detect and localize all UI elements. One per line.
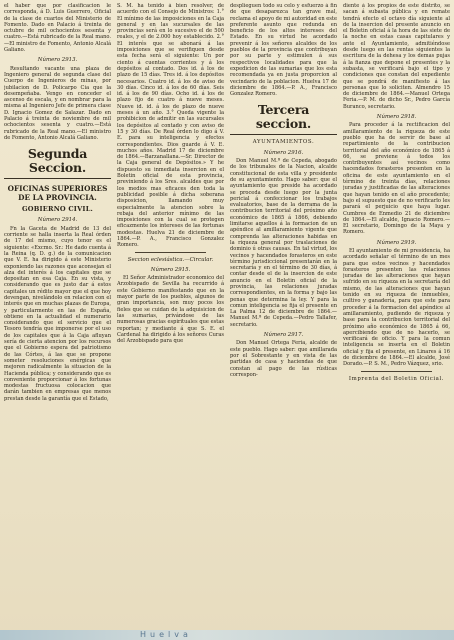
item-number: Número 2919. bbox=[376, 239, 417, 246]
item-number: Número 2917. bbox=[263, 332, 304, 339]
item-number: Número 2918. bbox=[376, 114, 417, 121]
column-4 bbox=[343, 3, 450, 640]
section-heading: Segunda Seccion. bbox=[4, 147, 111, 179]
column-3 bbox=[230, 3, 337, 640]
item-number: Número 2916. bbox=[263, 149, 304, 156]
section-subheading: AYUNTAMIENTOS. bbox=[252, 139, 315, 146]
stamp-text: Huelva bbox=[140, 630, 192, 639]
paragraph: Don Manuel Ortega Feria, alcalde de este pueblo. Hago saber: que amillarada por el Sobrestante y en vista de las partidas de casa y haciendas de que constan al pago de las rústicas correspon- bbox=[230, 340, 337, 378]
divider bbox=[361, 371, 432, 372]
divider bbox=[135, 252, 206, 253]
paragraph: Resultando vacante una plaza de Ingeniero general de segunda clase del Cuerpo de Ingenieros de minas, por jubilacion de D. Policarpo Cia que la desempeñaba. Vengo en conceder el ascenso de escala, y en nombrar para la misma al Ingeniero Jefe de primera clase D. Ignacio Gomez de Salazar. Dado en Palacio á treinta de noviembre de mil ochocientos sesenta y cuatro.—Está rubricado de la Real mano.—El ministro de Fomento, Antonio Alcalá Galiano. bbox=[4, 65, 111, 141]
paragraph: Para proceder á la rectificacion del amillaramiento de la riqueza de este pueblo que ha de servir de base al repartimiento de la contribucion territorial del año económico de 1865 á 66, se previene á todos los contribuyentes así vecinos como hacendados forasteros presenten en la oficina de este ayuntamiento en el término de treinta días, relaciones juradas y justificadas de las alteraciones que hayan tenido en el año procedente; bajo el supuesto que de no verificarlo les parará el perjuicio que haya lugar. Cumbres de Enmedio 21 de diciembre de 1864.—El alcalde, Ignacio Romero.—El secretario, Domingo de la Maya y Romero. bbox=[343, 122, 450, 236]
caption: Seccion eclesiástica.—Circular. bbox=[127, 256, 214, 263]
printer-footer: Imprenta del Boletin Oficial. bbox=[348, 375, 445, 382]
section-subheading: OFICINAS SUPERIORES DE LA PROVINCIA. bbox=[7, 184, 108, 202]
paragraph: S. M. ha tenido á bien resolver, de acuerdo con el Consejo de Ministros: 1.° El mínimo de las imposiciones en la Caja general y en las sucursales de las provincias será en lo sucesivo el de 500 reales, y el de 2.000 hoy establecido. 2.° El interés que se abonará á las imposiciones que se verifiquen desde esta fecha será el siguiente: Un por ciento á cuentas corrientes y á los depósitos al contado. Dos id. á los de plazo de 15 días. Tres id. á los depósitos necesarios. Cuatro id. á los de aviso de 30 días. Cinco id. á los de 60 días. Seis id. á los de 90 días. Ocho id. á los de plazo fijo de cuatro á nueve meses. Nueve id. id. á los de plazo de nueve meses á un año. 3.° Queda vigente la prohibicion de admitir en las sucursales los depósitos al contado y con aviso de 15 y 30 días. De Real órden lo digo á V. E. para su inteligencia y efectos correspondientes. Dios guarde á V. E. muchos años. Madrid 17 de diciembre de 1864.—Barzanallana.—Sr. Director de la Caja general de Depósitos.» Y he dispuesto su inmediata insercion en el Boletin oficial de esta provincia, previniendo á los Sres. alcaldes que por los medios mas eficaces den toda la publicidad posible á dicha soberana disposicion, llamando muy especialmente la atencion sobre la rebaja del anterior mínimo de las imposiciones con la cual se protegen eficazmente los intereses de las fortunas modestas. Huelva 21 de diciembre de 1864.—P. A., Francisco Gonzalez Romero. bbox=[117, 3, 224, 249]
paragraph: el haber que por clasificacion le corresponda, á D. Luis Guerrero, Oficial de la clase de cuartos del Ministerio de Fomento. Dado en Palacio á treinta de octubre de mil ochocientos sesenta y cuatro.—Está rubricado de la Real mano.—El ministro de Fomento, Antonio Alcalá Galiano. bbox=[4, 3, 111, 54]
item-number: Número 2913. bbox=[37, 57, 78, 64]
column-2 bbox=[117, 3, 224, 640]
paragraph: diente á los propios de este distrito, se sacan á subasta pública y en remate tendrá efecto el octavo día siguiente al de la insercion del presente anuncio en el Boletin oficial á la hora de las siete de la noche en estas casas capitulares y ante el Ayuntamiento, admitiéndose desde luego en las rentas siguientes la escritura de la dehesa y los demas pujas á la fianza que depone el presentes y la subasta, se verificará bajo el tipo y condiciones que constan del expediente que se pondrá de manifiesto á las personas que lo soliciten. Almendro 15 de diciembre de 1864.—Manuel Ortega Feria.—P. M. de dicho Sr., Pedro García Buranco, secretario. bbox=[343, 3, 450, 110]
section-heading: Tercera seccion. bbox=[230, 103, 337, 135]
library-stamp-strip bbox=[0, 630, 454, 640]
item-number: Número 2914. bbox=[37, 217, 78, 224]
item-number: Número 2915. bbox=[150, 266, 191, 273]
section-subsubheading: GOBIERNO CIVIL. bbox=[21, 205, 94, 214]
paragraph: El ayuntamiento de mi presidencia, ha acordado señalar el término de un mes para que estos vecinos y hacendados forasteros presenten las relaciones juradas de las alteraciones que hayan sufrido en su riqueza en la secretaría del mismo, de las alteraciones que hayan tenido en su riqueza de inmuebles, cultivo y ganadería, para que este para proceder á la formacion del apéndice al amillaramiento, pudiendo de riqueza y base para la contribucion territorial del próximo año económico de 1865 á 66, apercibiendo que de no hacerlo, se verificará de oficio. Y para la comun inteligencia se inserta en el Boletin oficial y fija el presente, en Linares á 16 de diciembre de 1864.—El alcalde, José Dorado.—P. S. M., Pedro Vázquez, srio. bbox=[343, 247, 450, 368]
paragraph: Don Manuel M.ª de Cepeda, abogado de los tribunales de la Nacion, alcalde constitucional de esta villa y presidente de su ayuntamiento. Hago saber: que el ayuntamiento que preside ha acordado se proceda desde luego por la junta pericial á confeccionar los trabajos evaluatorios, base de la derrama de la contribucion territorial del próximo año económico de 1865 á 1866, debiendo limitarse aquellos á la formacion de un apéndice al amillaramiento vigente que comprenda las alteraciones habidas en la riqueza general por traslaciones de dominio ú otras causas. En tal virtud, los vecinos y hacendados forasteros en este término jurisdiccional presentarán en la secretaría y en el término de 30 días, á contar desde el de la insercion de este anuncio en el Boletin oficial de la provincia, las relaciones juradas correspondientes, en la forma y bajo las penas que determina la ley. Y para la comun inteligencia se fija el presente en La Palma 12 de diciembre de 1864.—Manuel M.ª de Cepeda.—Pedro Tallafer, secretario. bbox=[230, 158, 337, 328]
paragraph: desplieguen todo su celo y esfuerzo á fin de que desaparezca tan grave mal, reclama el apoyo de mi autoridad en este preferente asunto que redunda en beneficio de los altos intereses del Estado. En su virtud he acordado prevenir á los señores alcaldes de los pueblos de la provincia que contribuyan por su parte y estimulen á sus respectivos localidades para que la expedicion de las sumarias que los esta recomendada ya en justa proporcion al vecindario de la poblacion. Huelva 17 de diciembre de 1864.—P. A., Francisco Gonzalez Romero. bbox=[230, 3, 337, 98]
column-1 bbox=[4, 3, 111, 640]
paragraph: El Señor Administrador economico del Arzobispado de Sevilla ha recurrido á este Gobierno manifestando que en la mayor parte de los pueblos, algunos de gran importancia, son muy pocos los fieles que se cuidan de la adquisicion de las sumarias, privándose de las numerosas gracias espirituales que estas reportan; y mediante á que S. E. el Cardenal ha dirigido á los señores Curas del Arzobispado para que bbox=[117, 275, 224, 345]
paragraph: Fn la Gaceta de Madrid de 13 del corriente se halla inserta la Real órden de 17 del mismo, cuyo tenor es el siguiente: «Excmo. Sr.: He dado cuenta á la Reina (q. D. g.) de la comunicacion que V. E. ha dirigido á este Ministerio exponiendo las razones que aconsejan el alza del interés á los capitales que se depositan en esa Caja. En su vista, y considerando que es justo dar á estos capitales un rédito mayor que el que hoy devengan, nivelándolo en relacion con el interés que en muchas plazas de Europa, y particularmente en las de España, obtiene en la actualidad el numerario considerando que el servicio que el Tesoro tendría que imponerse por el uso de los capitales que á la Caja afluyan sería de cierta atencion por los recursos que el Gobierno espera del patriotismo de las Córtes, á las que se propone someter resoluciones enérgicas que mejoren radicalmente la situacion de la Hacienda pública; y considerando que es conveniente proporcionar á los fortunas modestas fructuosa colocacion que darán tambien en empresas que menos prestan desde la garantía que el Estado, bbox=[4, 225, 111, 402]
